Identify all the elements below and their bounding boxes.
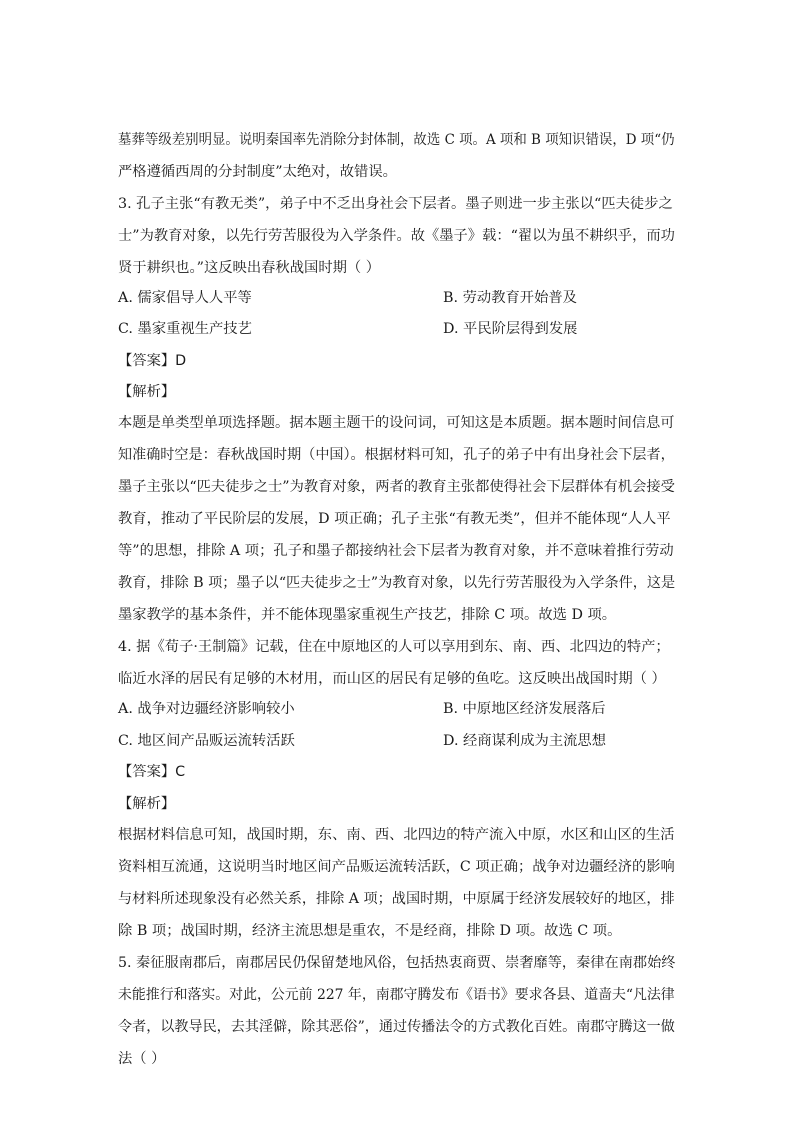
q5-stem-line-3: 令者，以教导民，去其淫僻，除其恶俗”，通过传播法令的方式教化百姓。南郡守腾这一做: [118, 1019, 675, 1035]
q3-answer: 【答案】D: [118, 353, 187, 369]
q4-analysis-line-2: 资料相互流通，这说明当时地区间产品贩运流转活跃，C 项正确；战争对边疆经济的影响: [118, 859, 675, 875]
q3-analysis-line-2: 知准确时空是：春秋战国时期（中国）。根据材料可知，孔子的弟子中有出身社会下层者，: [118, 447, 675, 463]
q3-option-c: C. 墨家重视生产技艺: [118, 321, 252, 337]
q3-option-a: A. 儒家倡导人人平等: [118, 290, 252, 306]
q4-stem-line-1: 4. 据《荀子·王制篇》记载，住在中原地区的人可以享用到东、南、西、北四边的特产；: [118, 639, 670, 655]
q3-stem-line-3: 贤于耕织也。”这反映出春秋战国时期（ ）: [118, 260, 381, 276]
q4-option-b: B. 中原地区经济发展落后: [443, 701, 606, 717]
q4-option-a: A. 战争对边疆经济影响较小: [118, 701, 295, 717]
q4-answer: 【答案】C: [118, 764, 186, 780]
q3-analysis-label: 【解析】: [118, 384, 176, 400]
q4-stem-line-2: 临近水泽的居民有足够的木材用，而山区的居民有足够的鱼吃。这反映出战国时期（ ）: [118, 671, 666, 687]
q4-analysis-line-4: 除 B 项；战国时期，经济主流思想是重农，不是经商，排除 D 项。故选 C 项。: [118, 923, 622, 939]
q5-stem-line-4: 法（ ）: [118, 1051, 166, 1067]
q3-analysis-line-4: 教育，推动了平民阶层的发展，D 项正确；孔子主张“有教无类”，但并不能体现“人人平: [118, 511, 671, 527]
q4-option-c: C. 地区间产品贩运流转活跃: [118, 733, 295, 749]
q5-stem-line-1: 5. 秦征服南郡后，南郡居民仍保留楚地风俗，包括热衷商贾、崇奢靡等，秦律在南郡始终: [118, 955, 676, 971]
q3-analysis-line-7: 墨家教学的基本条件，并不能体现墨家重视生产技艺，排除 C 项。故选 D 项。: [118, 607, 617, 623]
q3-analysis-line-1: 本题是单类型单项选择题。据本题主题干的设问词，可知这是本质题。据本题时间信息可: [118, 415, 675, 431]
q3-stem-line-2: 士”为教育对象，以先行劳苦服役为入学条件。故《墨子》载：“翟以为虽不耕织乎，而功: [118, 228, 675, 244]
q3-analysis-line-6: 教育，排除 B 项；墨子以“匹夫徒步之士”为教育对象，以先行劳苦服役为入学条件，这是: [118, 575, 676, 591]
q3-analysis-line-3: 墨子主张以“匹夫徒步之士”为教育对象，两者的教育主张都使得社会下层群体有机会接受: [118, 479, 675, 495]
q5-stem-line-2: 未能推行和落实。对此，公元前 227 年，南郡守腾发布《语书》要求各县、道啬夫“凡法律: [118, 987, 675, 1003]
q3-stem-line-1: 3. 孔子主张“有教无类”，弟子中不乏出身社会下层者。墨子则进一步主张以“匹夫徒步之: [118, 196, 673, 212]
q4-analysis-line-3: 与材料所述现象没有必然关系，排除 A 项；战国时期，中原属于经济发展较好的地区，排: [118, 891, 675, 907]
q4-analysis-label: 【解析】: [118, 796, 176, 812]
q3-analysis-line-5: 等”的思想，排除 A 项；孔子和墨子都接纳社会下层者为教育对象，并不意味着推行劳动: [118, 543, 674, 559]
continuation-line-2: 严格遵循西周的分封制度”太绝对，故错误。: [118, 164, 397, 180]
q3-option-b: B. 劳动教育开始普及: [443, 290, 577, 306]
continuation-line-1: 墓葬等级差别明显。说明秦国率先消除分封体制，故选 C 项。A 项和 B 项知识错误，D 项“仍: [118, 132, 675, 148]
q4-analysis-line-1: 根据材料信息可知，战国时期，东、南、西、北四边的特产流入中原，水区和山区的生活: [118, 827, 675, 843]
q4-option-d: D. 经商谋利成为主流思想: [443, 733, 607, 749]
q3-option-d: D. 平民阶层得到发展: [443, 321, 578, 337]
